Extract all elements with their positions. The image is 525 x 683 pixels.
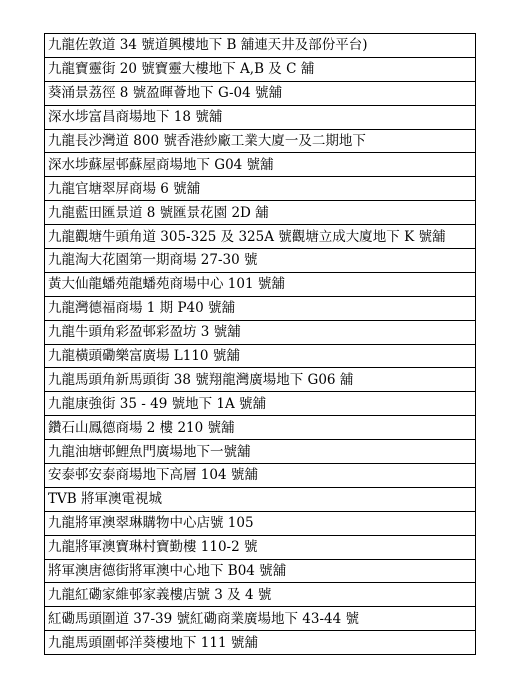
address-cell: 九龍淘大花園第一期商場 27-30 號 <box>45 249 476 273</box>
address-cell: 安泰邨安泰商場地下高層 104 號舖 <box>45 464 476 488</box>
address-cell: 九龍官塘翠屏商場 6 號舖 <box>45 177 476 201</box>
table-row <box>45 129 476 153</box>
table-row <box>45 153 476 177</box>
table-row <box>45 320 476 344</box>
address-cell: 將軍澳唐德街將軍澳中心地下 B04 號舖 <box>45 559 476 583</box>
table-row <box>45 296 476 320</box>
address-cell: TVB 將軍澳電視城 <box>45 487 476 511</box>
address-cell: 九龍藍田匯景道 8 號匯景花園 2D 舖 <box>45 201 476 225</box>
table-row <box>45 57 476 81</box>
table-row <box>45 81 476 105</box>
address-cell: 九龍油塘邨鯉魚門廣場地下一號舖 <box>45 440 476 464</box>
address-table <box>44 33 476 655</box>
table-row <box>45 511 476 535</box>
table-row <box>45 344 476 368</box>
address-cell: 九龍康強街 35 - 49 號地下 1A 號舖 <box>45 392 476 416</box>
table-row <box>45 535 476 559</box>
address-cell: 葵涌景荔徑 8 號盈暉薈地下 G-04 號舖 <box>45 81 476 105</box>
address-cell: 九龍將軍澳寶琳村寶勤樓 110-2 號 <box>45 535 476 559</box>
address-cell: 深水埗富昌商場地下 18 號舖 <box>45 105 476 129</box>
address-cell: 深水埗蘇屋邨蘇屋商場地下 G04 號舖 <box>45 153 476 177</box>
table-row <box>45 105 476 129</box>
address-cell: 九龍長沙灣道 800 號香港紗廠工業大廈一及二期地下 <box>45 129 476 153</box>
address-cell: 鑽石山鳳德商場 2 樓 210 號舖 <box>45 416 476 440</box>
address-cell: 九龍觀塘牛頭角道 305-325 及 325A 號觀塘立成大廈地下 K 號舖 <box>45 225 476 249</box>
table-row <box>45 272 476 296</box>
address-cell: 九龍牛頭角彩盈邨彩盈坊 3 號舖 <box>45 320 476 344</box>
table-row <box>45 177 476 201</box>
table-row <box>45 583 476 607</box>
table-row <box>45 440 476 464</box>
table-row <box>45 487 476 511</box>
table-row <box>45 34 476 58</box>
address-cell: 紅磡馬頭圍道 37-39 號紅磡商業廣場地下 43-44 號 <box>45 607 476 631</box>
address-cell: 九龍紅磡家維邨家義樓店號 3 及 4 號 <box>45 583 476 607</box>
address-cell: 九龍馬頭角新馬頭街 38 號翔龍灣廣場地下 G06 舖 <box>45 368 476 392</box>
table-row <box>45 464 476 488</box>
table-row <box>45 368 476 392</box>
table-row <box>45 392 476 416</box>
table-row <box>45 249 476 273</box>
address-cell: 九龍寶靈街 20 號寶靈大樓地下 A,B 及 C 舖 <box>45 57 476 81</box>
address-cell: 九龍佐敦道 34 號道興樓地下 B 舖連天井及部份平台) <box>45 34 476 58</box>
address-cell: 九龍馬頭圍邨洋葵樓地下 111 號舖 <box>45 631 476 655</box>
table-row <box>45 225 476 249</box>
table-row <box>45 631 476 655</box>
address-cell: 九龍橫頭磡樂富廣場 L110 號舖 <box>45 344 476 368</box>
table-row <box>45 201 476 225</box>
address-cell: 九龍將軍澳翠琳購物中心店號 105 <box>45 511 476 535</box>
table-row <box>45 559 476 583</box>
address-cell: 九龍灣德福商場 1 期 P40 號舖 <box>45 296 476 320</box>
address-cell: 黃大仙龍蟠苑龍蟠苑商場中心 101 號舖 <box>45 272 476 296</box>
address-table-body <box>45 34 476 655</box>
table-row <box>45 607 476 631</box>
table-row <box>45 416 476 440</box>
